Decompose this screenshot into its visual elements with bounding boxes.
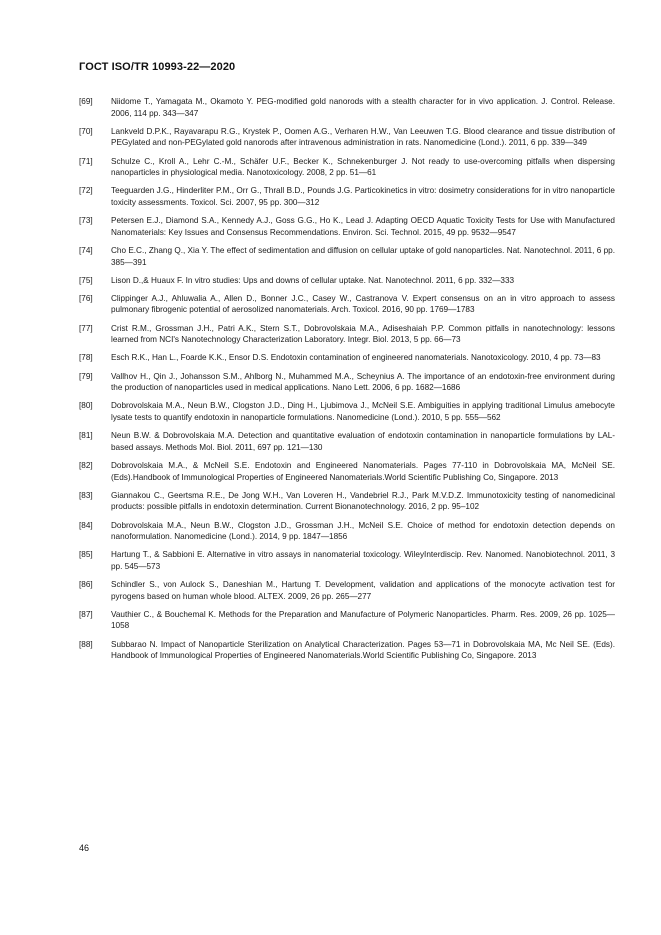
standard-header: ГОСТ ISO/TR 10993-22—2020 (79, 61, 236, 73)
reference-item (79, 323, 615, 346)
reference-number: [83] (79, 490, 93, 500)
reference-number: [76] (79, 293, 93, 303)
reference-number: [86] (79, 580, 93, 590)
reference-text: Schindler S., von Aulock S., Daneshian M., Hartung T. Development, validation and applications of the monocyte activation test for pyrogens based on human whole blood. ALTEX. 2009, 26 pp. 265—277 (111, 580, 615, 601)
reference-number: [84] (79, 520, 93, 530)
reference-text: Neun B.W. & Dobrovolskaia M.A. Detection and quantitative evaluation of endotoxin contamination in nanoparticle formulations by LAL-based assays. Methods Mol. Biol. 2011, 697 pp. 121—130 (111, 431, 615, 452)
reference-text: Esch R.K., Han L., Foarde K.K., Ensor D.S. Endotoxin contamination of engineered nanomaterials. Nanotoxicology. 2010, 4 pp. 73—83 (111, 353, 601, 363)
reference-item (79, 293, 615, 316)
reference-number: [80] (79, 401, 93, 411)
reference-item (79, 156, 615, 179)
reference-number: [74] (79, 245, 93, 255)
reference-number: [79] (79, 371, 93, 381)
reference-item (79, 185, 615, 208)
reference-item (79, 460, 615, 483)
reference-text: Dobrovolskaia M.A., & McNeil S.E. Endotoxin and Engineered Nanomaterials. Pages 77-110 in Dobrovolskaia MA, McNeil SE. (Eds).Handbook of Immunological Properties of Engineered Nanomaterials.World Scientific Publishing Co, Singapore. 2013 (111, 460, 615, 482)
reference-item (79, 430, 615, 453)
reference-number: [69] (79, 97, 93, 106)
reference-item (79, 490, 615, 513)
reference-item (79, 400, 615, 423)
reference-text: Dobrovolskaia M.A., Neun B.W., Clogston J.D., Ding H., Ljubimova J., McNeil S.E. Ambiguities in applying traditional Limulus amebocyte lysate tests to quantify endotoxin in nanoparticle formulations. Nanomedicine (Lond.). 2010, 5 pp. 555—562 (111, 401, 615, 422)
reference-item (79, 609, 615, 632)
reference-text: Subbarao N. Impact of Nanoparticle Sterilization on Analytical Characterization. Pages 53—71 in Dobrovolskaia MA, Mc Neil SE. (Eds). Handbook of Immunological Properties of Engineered Nanomaterials.World Scientific Publishing Co, Singapore. 2013 (111, 639, 615, 661)
reference-number: [87] (79, 609, 93, 619)
reference-text: Hartung T., & Sabbioni E. Alternative in vitro assays in nanomaterial toxicology. WileyInterdiscip. Rev. Nanomed. Nanobiotechnol. 2011, 3 pp. 545—573 (111, 550, 615, 571)
page-number: 46 (79, 843, 90, 853)
reference-item (79, 245, 615, 268)
reference-item (79, 520, 615, 543)
reference-text: Lankveld D.P.K., Rayavarapu R.G., Krystek P., Oomen A.G., Verharen H.W., Van Leeuwen T.G. Blood clearance and tissue distribution of PEGylated and non-PEGylated gold nanorods after intravenous administration in rats. Nanomedicine (Lond.). 2011, 6 pp. 339—349 (111, 126, 615, 148)
reference-number: [72] (79, 186, 93, 196)
reference-number: [75] (79, 275, 93, 285)
reference-number: [78] (79, 353, 93, 363)
reference-item (79, 549, 615, 572)
reference-number: [88] (79, 639, 93, 649)
reference-text: Giannakou C., Geertsma R.E., De Jong W.H., Van Loveren H., Vandebriel R.J., Park M.V.D.Z. Immunotoxicity testing of nanomedicinal products: possible pitfalls in endotoxin determination. Current Bionanotechnology. 2016, 2 pp. 95–102 (111, 490, 615, 512)
reference-number: [77] (79, 323, 93, 333)
reference-item (79, 639, 615, 662)
reference-text: Vallhov H., Qin J., Johansson S.M., Ahlborg N., Muhammed M.A., Scheynius A. The importance of an endotoxin-free environment during the production of nanoparticles used in medical applications. Nano Lett. 2006, 6 pp. 1682—1686 (111, 371, 615, 393)
reference-text: Vauthier C., & Bouchemal K. Methods for the Preparation and Manufacture of Polymeric Nanoparticles. Pharm. Res. 2009, 26 pp. 1025—1058 (111, 609, 615, 631)
reference-text: Niidome T., Yamagata M., Okamoto Y. PEG-modified gold nanorods with a stealth character for in vivo application. J. Control. Release. 2006, 114 pp. 343—347 (111, 97, 615, 118)
reference-item (79, 371, 615, 394)
reference-text: Cho E.C., Zhang Q., Xia Y. The effect of sedimentation and diffusion on cellular uptake of gold nanoparticles. Nat. Nanotechnol. 2011, 6 pp. 385—391 (111, 245, 615, 267)
reference-number: [85] (79, 550, 93, 560)
reference-item (79, 96, 615, 119)
reference-number: [71] (79, 156, 93, 166)
reference-text: Clippinger A.J., Ahluwalia A., Allen D., Bonner J.C., Casey W., Castranova V. Expert consensus on an in vitro approach to assess pulmonary fibrogenic potential of aerosolized nanomaterials. Arch. Toxicol. 2016, 90 pp. 1769—1783 (111, 293, 615, 315)
reference-text: Schulze C., Kroll A., Lehr C.-M., Schäfer U.F., Becker K., Schnekenburger J. Not ready to use-overcoming pitfalls when dispersing nanoparticles in physiological media. Nanotoxicology. 2008, 2 pp. 51—61 (111, 156, 615, 178)
reference-text: Lison D.,& Huaux F. In vitro studies: Ups and downs of cellular uptake. Nat. Nanotechnol. 2011, 6 pp. 332—333 (111, 275, 515, 285)
reference-number: [82] (79, 460, 93, 470)
reference-text: Teeguarden J.G., Hinderliter P.M., Orr G., Thrall B.D., Pounds J.G. Particokinetics in vitro: dosimetry considerations for in vitro nanoparticle toxicity assessments. Toxicol. Sci. 2007, 95 pp. 300—312 (111, 186, 615, 207)
reference-item (79, 126, 615, 149)
reference-text: Petersen E.J., Diamond S.A., Kennedy A.J., Goss G.G., Ho K., Lead J. Adapting OECD Aquatic Toxicity Tests for Use with Manufactured Nanomaterials: Key Issues and Consensus Recommendations. Environ. Sci. Technol. 2015, 49 pp. 9532—9547 (111, 216, 615, 237)
reference-text: Crist R.M., Grossman J.H., Patri A.K., Stern S.T., Dobrovolskaia M.A., Adiseshaiah P.P. Common pitfalls in nanotechnology: lessons learned from NCI's Nanotechnology Characterization Laboratory. Integr. Biol. 2013, 5 pp. 66—73 (111, 323, 615, 345)
reference-number: [81] (79, 431, 93, 441)
reference-item (79, 215, 615, 238)
reference-number: [70] (79, 126, 93, 136)
reference-item (79, 275, 615, 287)
reference-list (79, 96, 615, 668)
reference-item (79, 352, 615, 364)
reference-item (79, 579, 615, 602)
reference-text: Dobrovolskaia M.A., Neun B.W., Clogston J.D., Grossman J.H., McNeil S.E. Choice of method for endotoxin detection depends on nanoformulation. Nanomedicine (Lond.). 2014, 9 pp. 1847—1856 (111, 520, 615, 542)
reference-number: [73] (79, 216, 93, 226)
